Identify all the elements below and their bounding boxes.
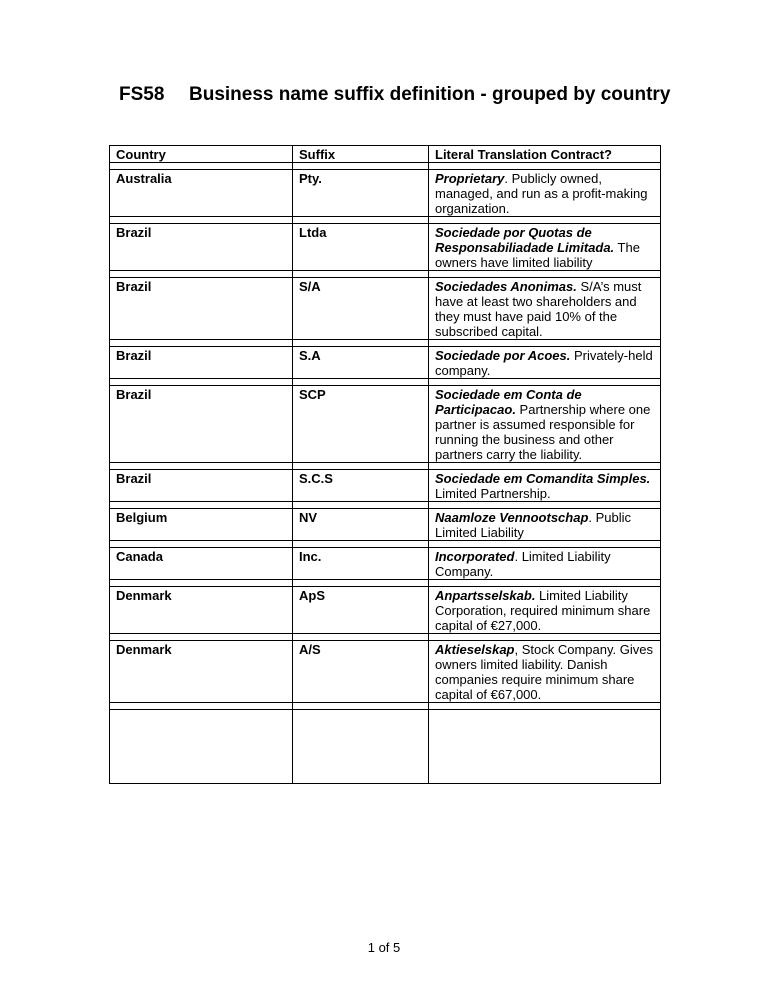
- header-translation: Literal Translation Contract?: [429, 146, 661, 163]
- table-row: [110, 278, 661, 340]
- page-number: 1 of 5: [367, 940, 401, 955]
- table-row: [110, 170, 661, 217]
- suffix-cell: Inc.: [293, 548, 429, 580]
- country-cell: Brazil: [110, 470, 293, 502]
- translation-description: Partnership where one partner is assumed responsible for running the business and other partners carry the liability.: [435, 402, 651, 462]
- spacer-row: [110, 580, 661, 587]
- country-cell: Australia: [110, 170, 293, 217]
- suffix-cell: SCP: [293, 386, 429, 463]
- suffix-cell: S.C.S: [293, 470, 429, 502]
- empty-row: [110, 710, 661, 784]
- header-country: Country: [110, 146, 293, 163]
- translation-description: The owners have limited liability: [435, 240, 640, 270]
- table-row: [110, 641, 661, 703]
- table-row: [110, 224, 661, 271]
- translation-term: Sociedade por Quotas de Responsabiliadade Limitada.: [435, 225, 615, 255]
- table-row: [110, 509, 661, 541]
- translation-term: Naamloze Vennootschap: [435, 510, 589, 525]
- page-title: Business name suffix definition - grouped by country: [189, 84, 671, 105]
- table-header-row: [110, 146, 661, 163]
- translation-description: Limited Partnership.: [435, 486, 551, 501]
- translation-term: Aktieselskap: [435, 642, 515, 657]
- suffix-table: [109, 145, 661, 784]
- translation-term: Sociedades Anonimas.: [435, 279, 577, 294]
- spacer-row: [110, 541, 661, 548]
- spacer-row: [110, 217, 661, 224]
- header-suffix: Suffix: [293, 146, 429, 163]
- translation-cell: [429, 470, 661, 502]
- translation-cell: [429, 224, 661, 271]
- form-code: FS58: [119, 84, 165, 105]
- country-cell: Brazil: [110, 224, 293, 271]
- translation-description: . Public Limited Liability: [435, 510, 632, 540]
- translation-term: Sociedade por Acoes.: [435, 348, 571, 363]
- suffix-table-body: [110, 146, 661, 784]
- suffix-cell: Ltda: [293, 224, 429, 271]
- translation-cell: [429, 641, 661, 703]
- table-row: [110, 587, 661, 634]
- country-cell: Brazil: [110, 386, 293, 463]
- suffix-cell: S/A: [293, 278, 429, 340]
- translation-cell: [429, 170, 661, 217]
- country-cell: Belgium: [110, 509, 293, 541]
- spacer-row: [110, 463, 661, 470]
- translation-cell: [429, 386, 661, 463]
- suffix-cell: NV: [293, 509, 429, 541]
- country-cell: Brazil: [110, 278, 293, 340]
- translation-term: Incorporated: [435, 549, 515, 564]
- spacer-row: [110, 271, 661, 278]
- translation-cell: [429, 347, 661, 379]
- suffix-cell: ApS: [293, 587, 429, 634]
- translation-cell: [429, 548, 661, 580]
- table-row: [110, 470, 661, 502]
- table-row: [110, 548, 661, 580]
- spacer-row: [110, 379, 661, 386]
- suffix-cell: Pty.: [293, 170, 429, 217]
- translation-cell: [429, 278, 661, 340]
- translation-description: , Stock Company. Gives owners limited liability. Danish companies require minimum share capital of €67,000.: [435, 642, 653, 702]
- translation-term: Anpartsselskab.: [435, 588, 536, 603]
- suffix-cell: A/S: [293, 641, 429, 703]
- translation-term: Sociedade em Comandita Simples.: [435, 471, 651, 486]
- translation-cell: [429, 509, 661, 541]
- country-cell: Canada: [110, 548, 293, 580]
- country-cell: Brazil: [110, 347, 293, 379]
- spacer-row: [110, 340, 661, 347]
- spacer-row: [110, 502, 661, 509]
- country-cell: Denmark: [110, 641, 293, 703]
- spacer-row: [110, 634, 661, 641]
- translation-description: . Publicly owned, managed, and run as a profit-making organization.: [435, 171, 648, 216]
- translation-term: Sociedade em Conta de Participacao.: [435, 387, 582, 417]
- translation-description: Limited Liability Corporation, required minimum share capital of €27,000.: [435, 588, 651, 633]
- translation-cell: [429, 587, 661, 634]
- spacer-row: [110, 703, 661, 710]
- translation-description: Privately-held company.: [435, 348, 653, 378]
- spacer-row: [110, 163, 661, 170]
- page-heading: [119, 84, 670, 106]
- translation-term: Proprietary: [435, 171, 505, 186]
- translation-description: S/A’s must have at least two shareholders and they must have paid 10% of the subscribed capital.: [435, 279, 642, 339]
- country-cell: Denmark: [110, 587, 293, 634]
- translation-description: . Limited Liability Company.: [435, 549, 611, 579]
- table-row: [110, 386, 661, 463]
- suffix-cell: S.A: [293, 347, 429, 379]
- table-row: [110, 347, 661, 379]
